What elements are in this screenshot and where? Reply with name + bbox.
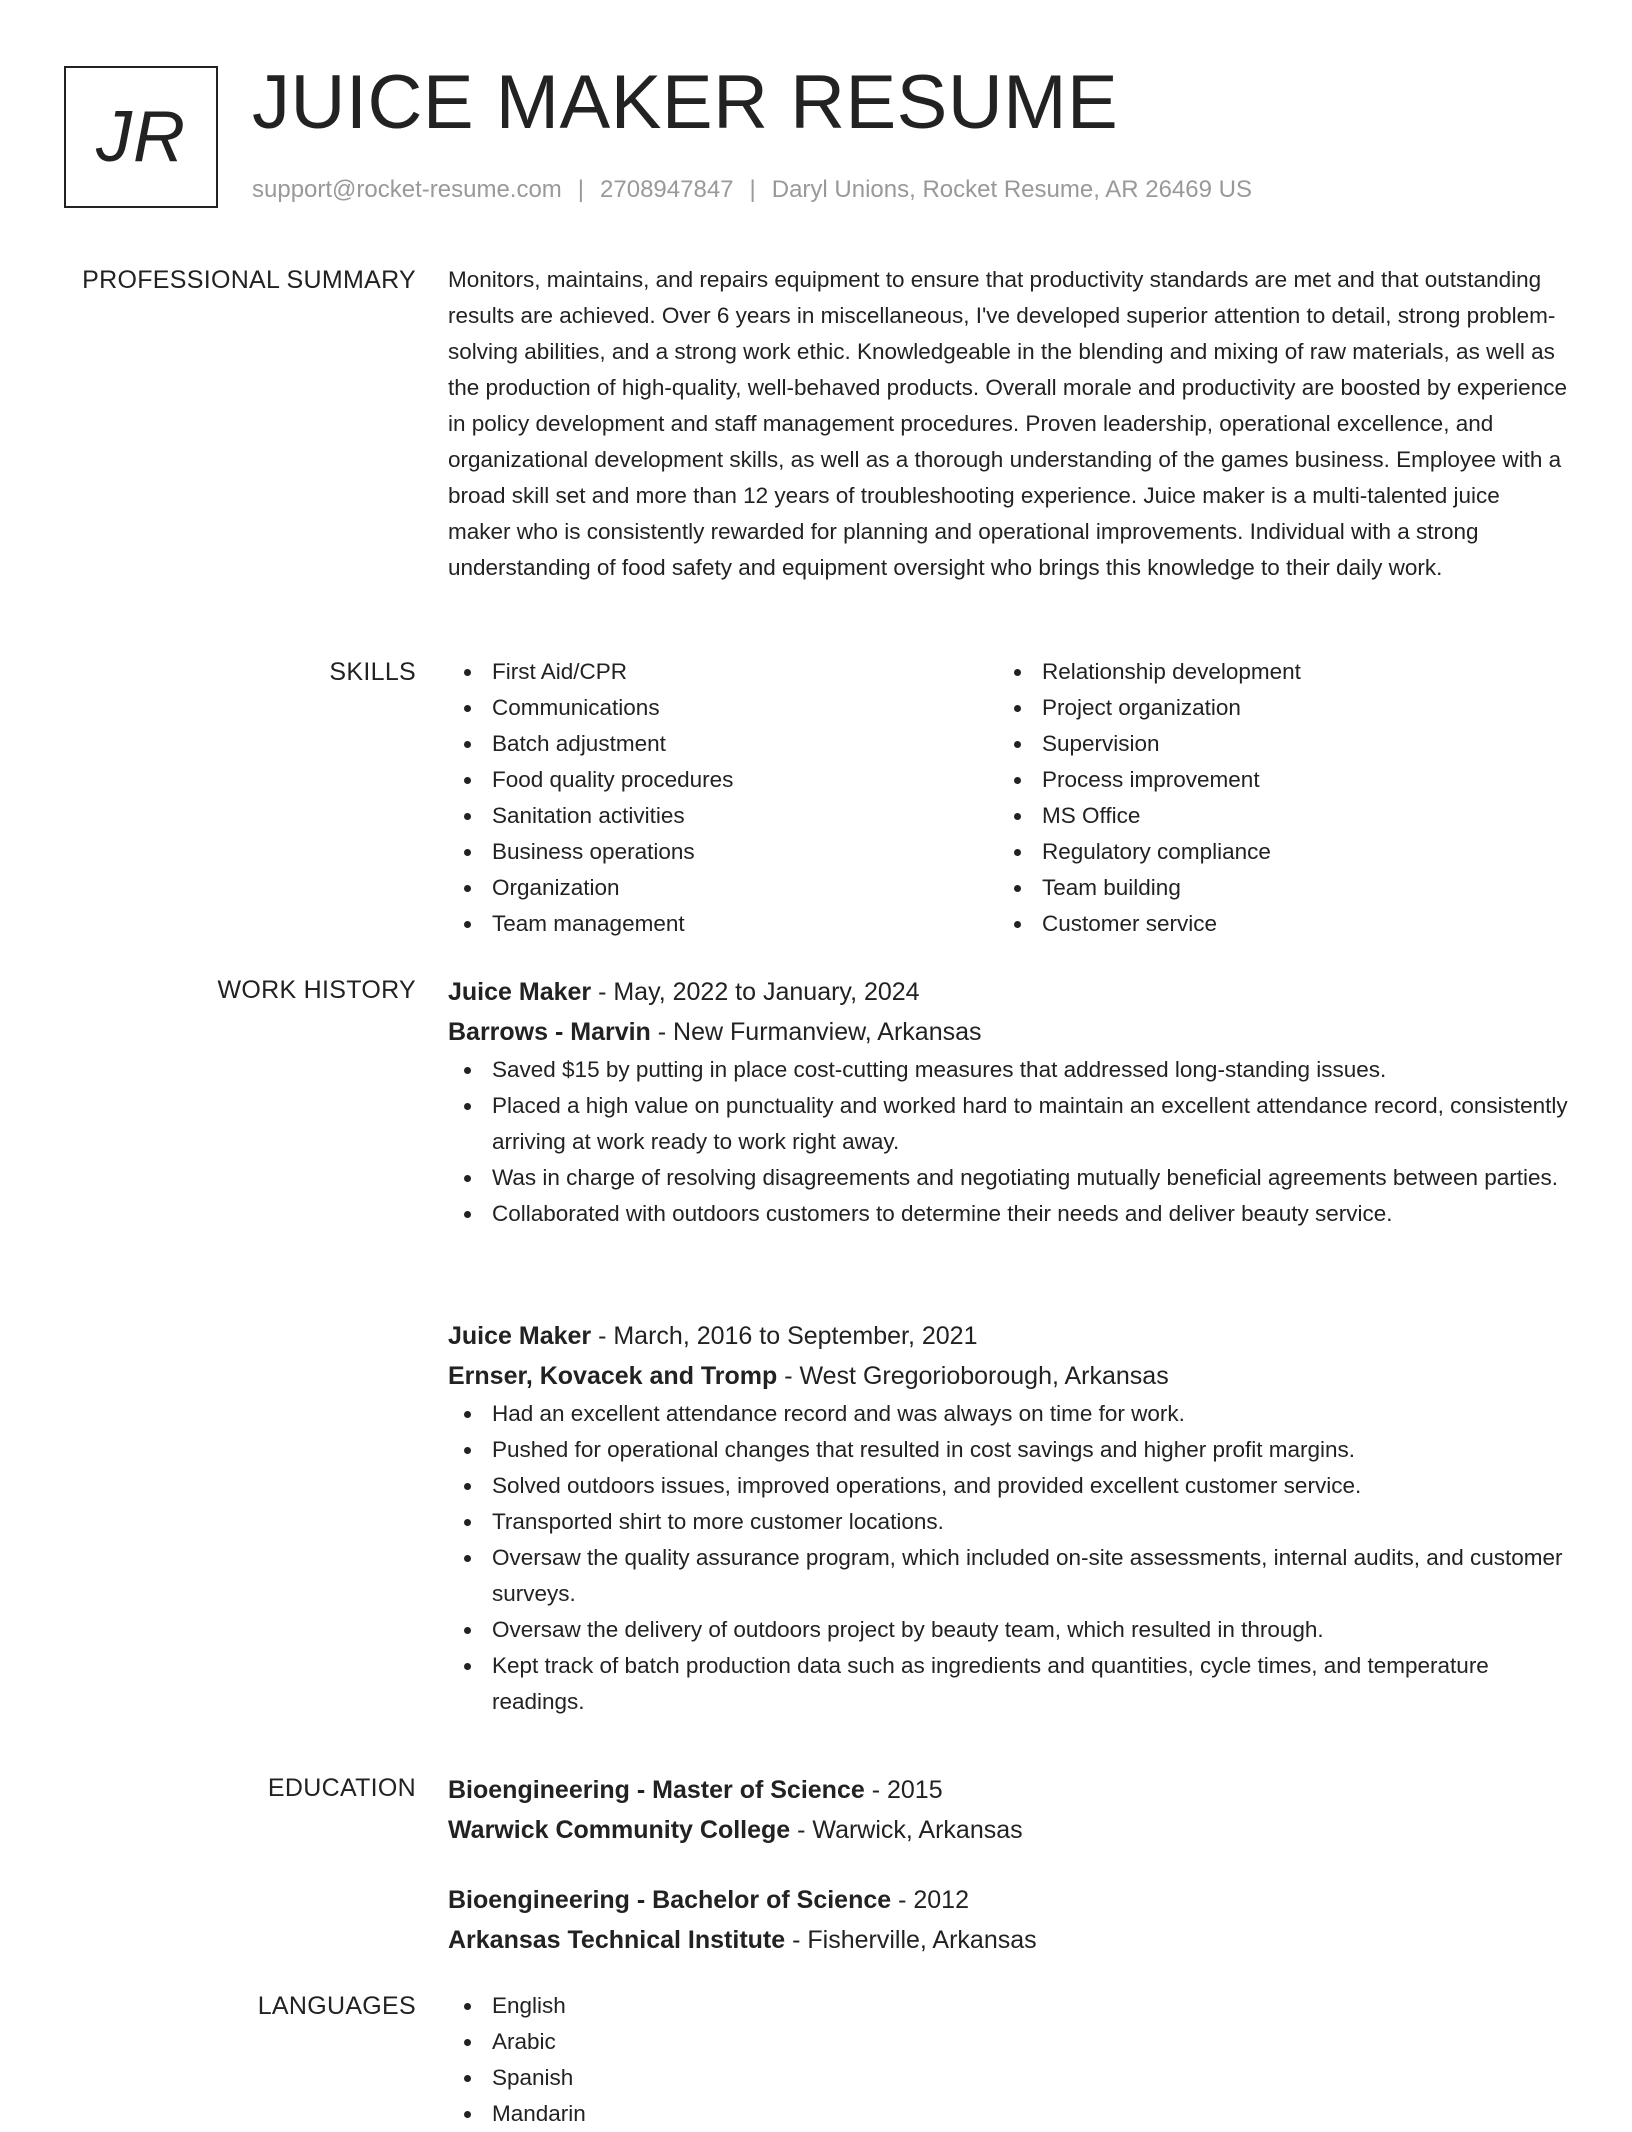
education-heading: EDUCATION (267, 1774, 416, 1802)
skill-item: Team building (1042, 870, 1548, 906)
job-duty: Kept track of batch production data such as ingredients and quantities, cycle times, and temperature readings. (492, 1648, 1568, 1720)
job-duty: Oversaw the quality assurance program, which included on-site assessments, internal audits, and customer surveys. (492, 1540, 1568, 1612)
skills-body (448, 654, 1568, 942)
skill-item: Sanitation activities (492, 798, 998, 834)
job-duty: Solved outdoors issues, improved operations, and provided excellent customer service. (492, 1468, 1568, 1504)
job-duties-list (448, 1396, 1568, 1720)
languages-body (448, 1988, 1568, 2132)
education-entry (448, 1770, 1568, 1850)
education-body (448, 1770, 1568, 1954)
degree-year: - 2012 (891, 1886, 969, 1914)
job-dates: - May, 2022 to January, 2024 (591, 978, 920, 1006)
contact-email: support@rocket-resume.com (252, 176, 562, 203)
degree-name: Bioengineering - Master of Science (448, 1776, 865, 1804)
skill-item: Communications (492, 690, 998, 726)
language-item: Arabic (492, 2024, 1568, 2060)
skill-item: Supervision (1042, 726, 1548, 762)
skills-columns (448, 654, 1568, 942)
skills-list-right (998, 654, 1548, 942)
monogram-logo: JR (64, 66, 218, 208)
job-company: Ernser, Kovacek and Tromp (448, 1362, 778, 1390)
skills-heading: SKILLS (329, 658, 416, 686)
job-location: - New Furmanview, Arkansas (650, 1018, 982, 1046)
school-name: Arkansas Technical Institute (448, 1926, 786, 1954)
job-entry (448, 1316, 1568, 1720)
job-title-line (448, 1316, 1568, 1356)
languages-list (448, 1988, 1568, 2132)
skills-column-left (448, 654, 998, 942)
school-line (448, 1920, 1568, 1960)
degree-line (448, 1880, 1568, 1920)
job-title: Juice Maker (448, 1322, 592, 1350)
job-location: - West Gregorioborough, Arkansas (777, 1362, 1169, 1390)
education-entry (448, 1880, 1568, 1960)
job-duties-list (448, 1052, 1568, 1232)
skill-item: Food quality procedures (492, 762, 998, 798)
job-duty: Was in charge of resolving disagreements and negotiating mutually beneficial agreements between parties. (492, 1160, 1568, 1196)
language-item: Spanish (492, 2060, 1568, 2096)
degree-year: - 2015 (864, 1776, 943, 1804)
school-name: Warwick Community College (448, 1816, 791, 1844)
work-history-heading: WORK HISTORY (217, 976, 416, 1004)
job-entry (448, 972, 1568, 1232)
skill-item: Batch adjustment (492, 726, 998, 762)
languages-heading: LANGUAGES (257, 1992, 416, 2020)
skill-item: Team management (492, 906, 998, 942)
job-title-line (448, 972, 1568, 1012)
job-duty: Oversaw the delivery of outdoors project by beauty team, which resulted in through. (492, 1612, 1568, 1648)
school-location: - Warwick, Arkansas (790, 1816, 1023, 1844)
contact-line (252, 174, 1252, 206)
job-dates: - March, 2016 to September, 2021 (591, 1322, 978, 1350)
skill-item: First Aid/CPR (492, 654, 998, 690)
job-duty: Collaborated with outdoors customers to determine their needs and deliver beauty service. (492, 1196, 1568, 1232)
skill-item: Business operations (492, 834, 998, 870)
skill-item: Process improvement (1042, 762, 1548, 798)
school-line (448, 1810, 1568, 1850)
job-company-line (448, 1012, 1568, 1052)
contact-separator: | (577, 176, 585, 203)
language-item: Mandarin (492, 2096, 1568, 2132)
skill-item: Relationship development (1042, 654, 1548, 690)
job-duty: Saved $15 by putting in place cost-cutting measures that addressed long-standing issues. (492, 1052, 1568, 1088)
job-company: Barrows - Marvin (448, 1018, 651, 1046)
degree-line (448, 1770, 1568, 1810)
summary-heading: PROFESSIONAL SUMMARY (82, 266, 416, 294)
contact-separator: | (749, 176, 756, 203)
job-duty: Had an excellent attendance record and was always on time for work. (492, 1396, 1568, 1432)
resume-title: JUICE MAKER RESUME (252, 60, 1119, 145)
contact-phone: 2708947847 (600, 176, 734, 203)
school-location: - Fisherville, Arkansas (785, 1926, 1037, 1954)
skill-item: Organization (492, 870, 998, 906)
work-history-body (448, 972, 1568, 1714)
degree-name: Bioengineering - Bachelor of Science (448, 1886, 892, 1914)
summary-text: Monitors, maintains, and repairs equipment to ensure that productivity standards are met and that outstanding results are achieved. Over 6 years in miscellaneous, I've developed superior attention to detail, strong problem-solving abilities, and a strong work ethic. Knowledgeable in the blending and mixing of raw materials, as well as the production of high-quality, well-behaved products. Overall morale and productivity are boosted by experience in policy development and staff management procedures. Proven leadership, operational excellence, and organizational development skills, as well as a thorough understanding of the games business. Employee with a broad skill set and more than 12 years of troubleshooting experience. Juice maker is a multi-talented juice maker who is consistently rewarded for planning and operational improvements. Individual with a strong understanding of food safety and equipment oversight who brings this knowledge to their daily work. (448, 267, 1567, 580)
summary-body (448, 262, 1568, 586)
job-duty: Pushed for operational changes that resulted in cost savings and higher profit margins. (492, 1432, 1568, 1468)
skill-item: Customer service (1042, 906, 1548, 942)
job-duty: Placed a high value on punctuality and worked hard to maintain an excellent attendance record, consistently arriving at work ready to work right away. (492, 1088, 1568, 1160)
skill-item: Project organization (1042, 690, 1548, 726)
skill-item: Regulatory compliance (1042, 834, 1548, 870)
job-company-line (448, 1356, 1568, 1396)
contact-address: Daryl Unions, Rocket Resume, AR 26469 US (771, 176, 1252, 203)
job-title: Juice Maker (448, 978, 592, 1006)
skill-item: MS Office (1042, 798, 1548, 834)
skills-column-right (998, 654, 1548, 942)
language-item: English (492, 1988, 1568, 2024)
job-duty: Transported shirt to more customer locations. (492, 1504, 1568, 1540)
skills-list-left (448, 654, 998, 942)
